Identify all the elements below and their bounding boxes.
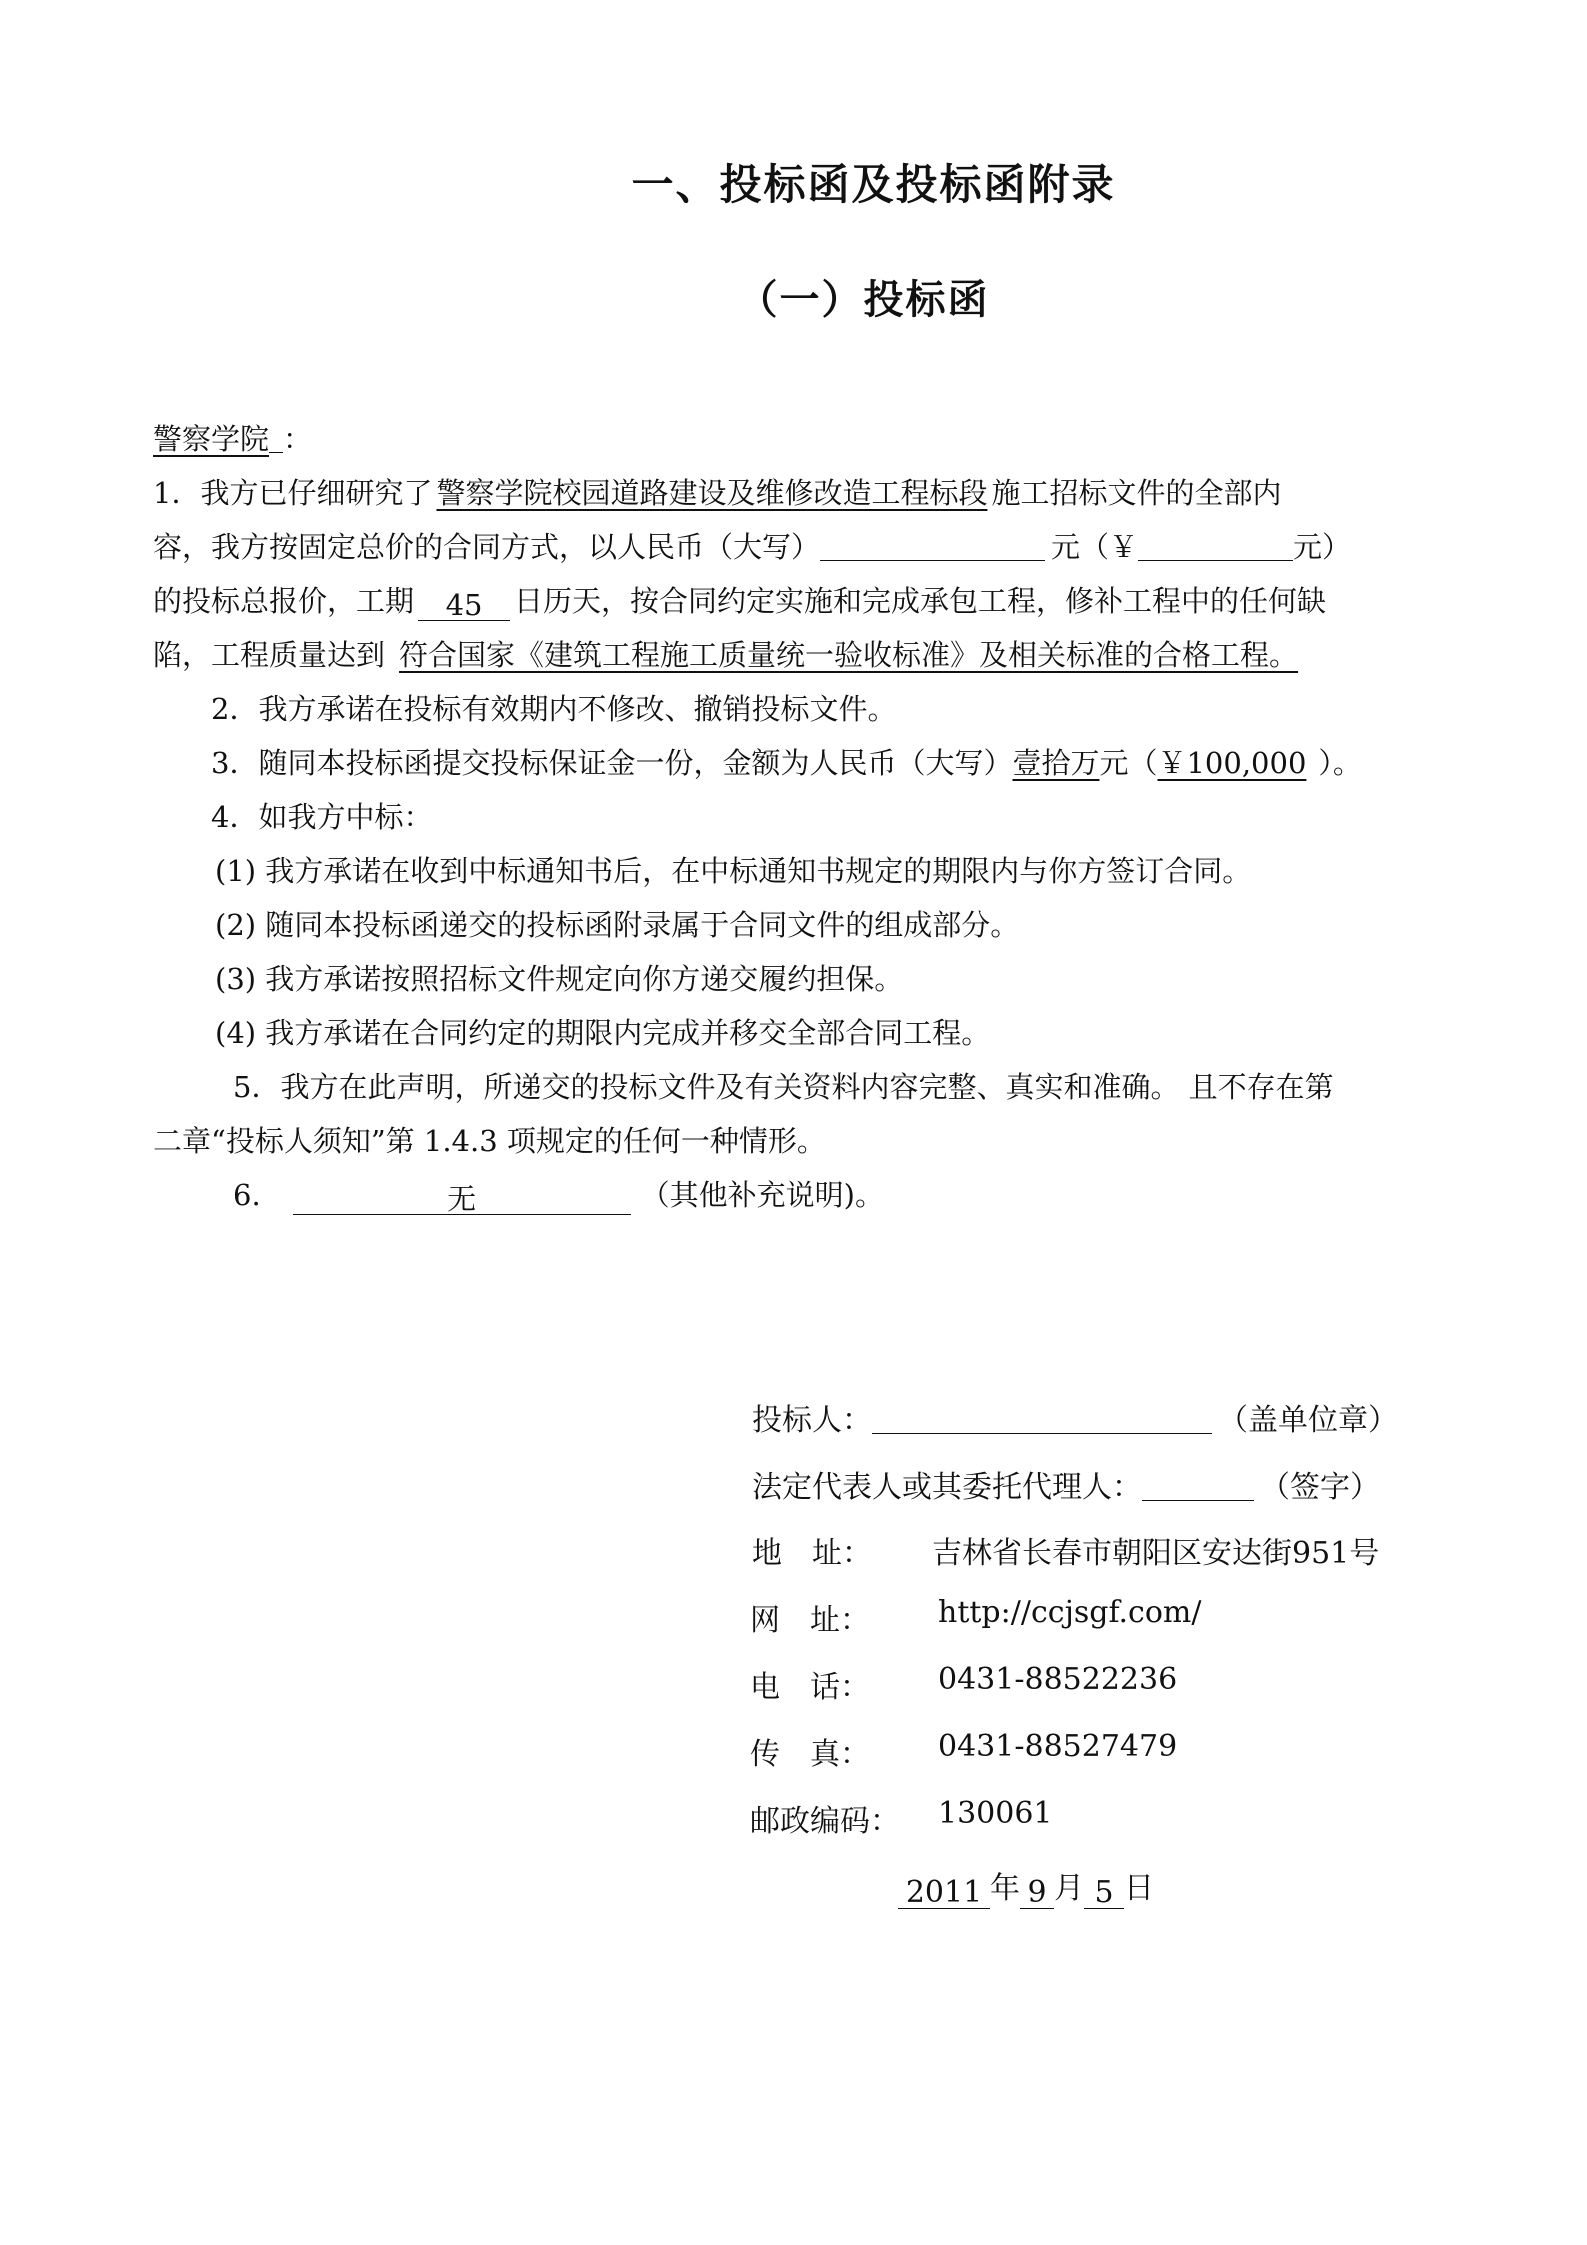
postcode-row: [750, 1796, 1450, 1846]
item1-text-2: 施工招标文件的全部内: [991, 476, 1282, 510]
postcode-label: 邮政编码：: [750, 1804, 900, 1839]
recipient-colon: ：: [283, 422, 313, 456]
section-subtitle: （一）投标函: [737, 277, 990, 323]
phone-row: [750, 1662, 1450, 1712]
item5-line1: 5．我方在此声明，所递交的投标文件及有关资料内容完整、真实和准确。 且不存在第: [233, 1070, 1334, 1104]
date-year-label: 年: [990, 1871, 1020, 1906]
address-row: [752, 1528, 1452, 1578]
item3: [153, 736, 1443, 790]
item2: 2．我方承诺在投标有效期内不修改、撤销投标文件。: [211, 692, 897, 726]
phone-label: 电 话：: [750, 1670, 870, 1705]
item1-line1: [153, 466, 1443, 520]
sub-item-4: (4) 我方承诺在合同约定的期限内完成并移交全部合同工程。: [215, 1016, 991, 1050]
item4: 4．如我方中标：: [211, 800, 433, 834]
supplementary-note: 无: [293, 1184, 631, 1215]
bond-amount-upper: 壹拾万: [1012, 746, 1100, 780]
page-title: 一、投标函及投标函附录: [631, 160, 1116, 209]
bidder-note: （盖单位章）: [1218, 1403, 1398, 1438]
bidder-label: 投标人：: [752, 1403, 872, 1438]
item1-text-6: 的投标总报价，工期: [153, 584, 415, 618]
item5-line2: 二章“投标人须知”第 1.4.3 项规定的任何一种情形。: [153, 1124, 826, 1158]
address-label: 地 址：: [752, 1536, 872, 1571]
fax-value: 0431-88527479: [938, 1729, 1178, 1764]
address-value: 吉林省长春市朝阳区安达街951号: [932, 1536, 1380, 1571]
item1-line3: [153, 574, 1443, 628]
item3-text-3: ）。: [1318, 746, 1362, 780]
item6-text: （其他补充说明)。: [640, 1178, 884, 1212]
item1-text-5: 元）: [1293, 530, 1352, 564]
item3-text-1: 3．随同本投标函提交投标保证金一份，金额为人民币（大写）: [211, 746, 1013, 780]
construction-days: 45: [418, 590, 510, 621]
bidder-seal-blank: [872, 1403, 1212, 1434]
item1-text-4: 元（￥: [1051, 530, 1139, 564]
bond-amount-number: ￥100,000: [1157, 746, 1307, 780]
sub-item-3: (3) 我方承诺按照招标文件规定向你方递交履约担保。: [215, 962, 904, 996]
date-month-label: 月: [1054, 1871, 1084, 1906]
recipient: 警察学院: [153, 422, 270, 456]
item1-text-7: 日历天，按合同约定实施和完成承包工程，修补工程中的任何缺: [514, 584, 1327, 618]
phone-value: 0431-88522236: [938, 1662, 1178, 1697]
bidder-row: [752, 1395, 1398, 1445]
item3-text-2: 元（: [1099, 746, 1158, 780]
item1-text-1: 1．我方已仔细研究了: [153, 476, 433, 510]
item1-text-8: 陷，工程质量达到: [153, 638, 386, 672]
quality-standard: 符合国家《建筑工程施工质量统一验收标准》及相关标准的合格工程。: [399, 638, 1299, 672]
sub-item-2: (2) 随同本投标函递交的投标函附录属于合同文件的组成部分。: [215, 908, 1020, 942]
website-label: 网 址：: [750, 1603, 870, 1638]
item6: [153, 1168, 1443, 1222]
date-row: [898, 1863, 1298, 1913]
item1-text-3: 容，我方按固定总价的合同方式，以人民币（大写）: [153, 530, 821, 564]
item6-number: 6.: [233, 1178, 261, 1212]
date-year: 2011: [898, 1878, 990, 1909]
item1-line2: [153, 520, 1443, 574]
representative-label: 法定代表人或其委托代理人：: [752, 1470, 1142, 1505]
total-price-number-blank: [1138, 530, 1293, 561]
sub-item-1: (1) 我方承诺在收到中标通知书后，在中标通知书规定的期限内与你方签订合同。: [215, 854, 1252, 888]
fax-row: [750, 1729, 1450, 1779]
letter-body: [153, 412, 1443, 1222]
item1-line4: [153, 628, 1443, 682]
representative-note: （签字）: [1260, 1470, 1380, 1505]
representative-signature-blank: [1142, 1470, 1254, 1501]
fax-label: 传 真：: [750, 1737, 870, 1772]
postcode-value: 130061: [938, 1796, 1053, 1831]
date-day-label: 日: [1124, 1871, 1154, 1906]
date-month: 9: [1020, 1878, 1054, 1909]
website-value: http://ccjsgf.com/: [938, 1595, 1202, 1630]
recipient-line: [153, 412, 1443, 466]
website-row: [750, 1595, 1450, 1645]
representative-row: [752, 1462, 1380, 1512]
date-day: 5: [1084, 1878, 1124, 1909]
project-name: 警察学院校园道路建设及维修改造工程标段: [436, 476, 988, 510]
total-price-upper-blank: [820, 530, 1045, 561]
